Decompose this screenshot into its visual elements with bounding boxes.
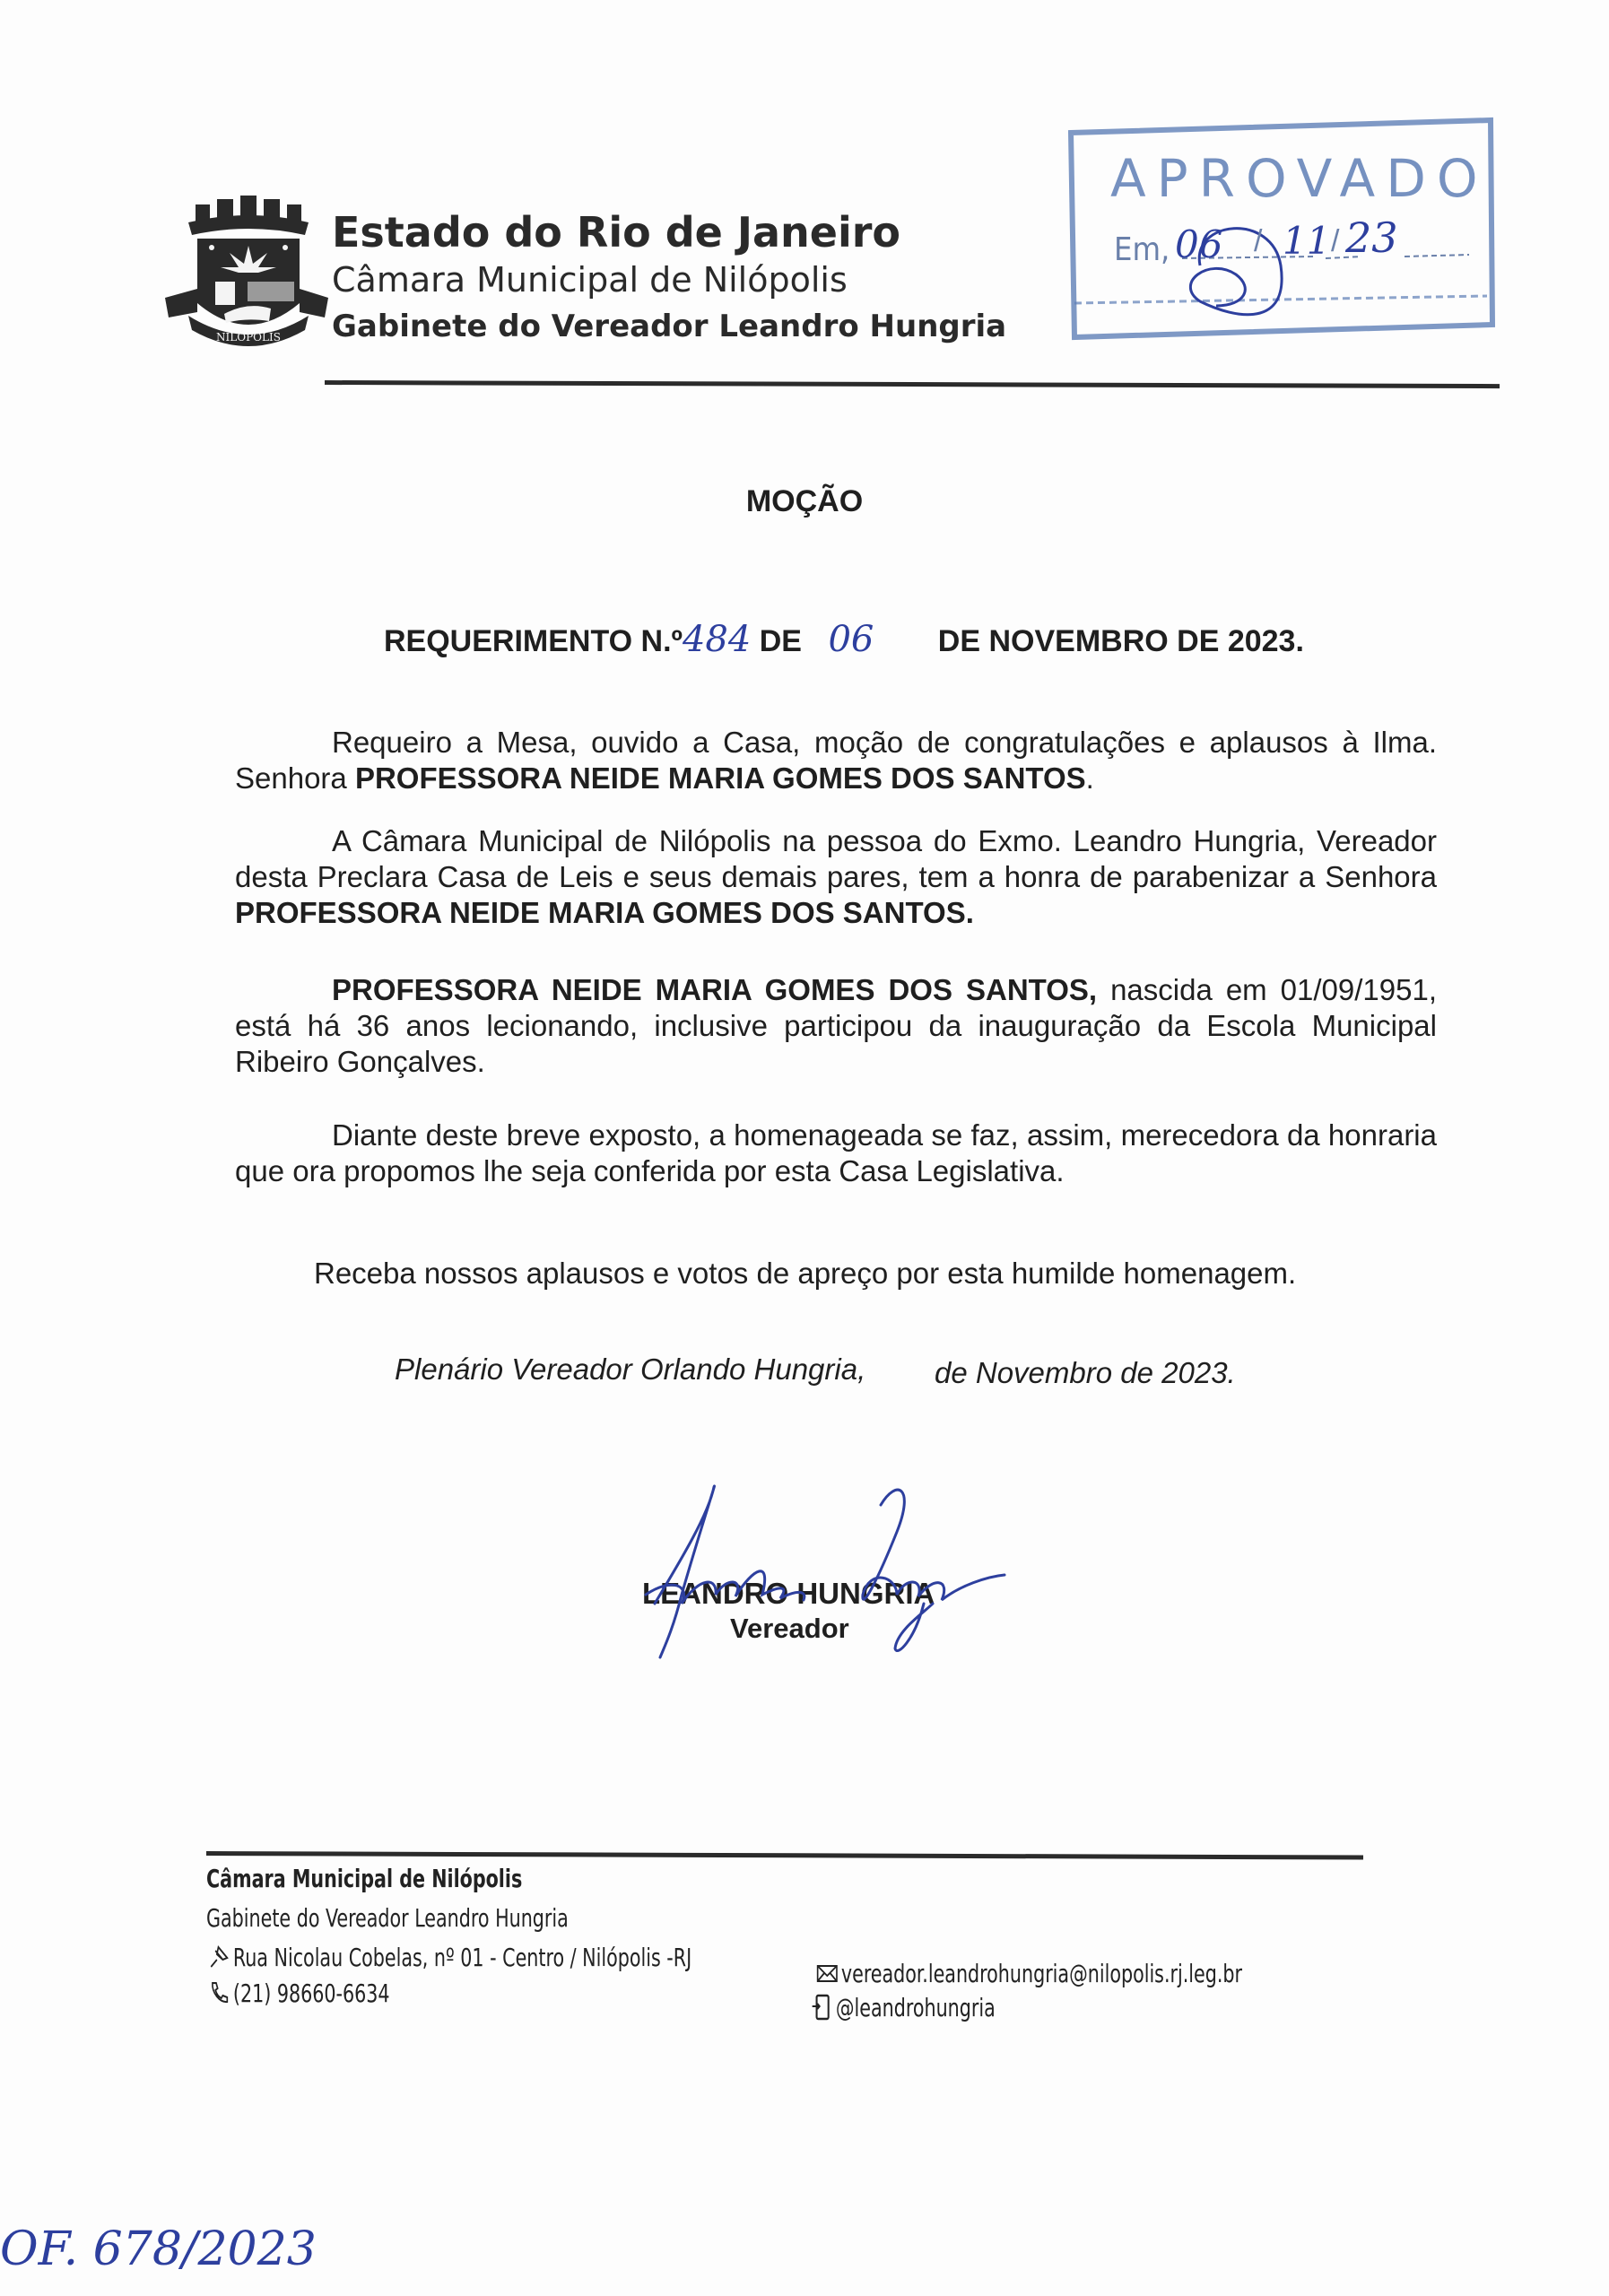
svg-text:NILÓPOLIS: NILÓPOLIS (216, 331, 281, 344)
paragraph-text: Requeiro a Mesa, ouvido a Casa, moção de congratulações e aplausos à Ilma. Senhora (235, 726, 1437, 795)
pin-icon (208, 1944, 230, 1970)
paragraph-request (235, 725, 1437, 796)
header-state: Estado do Rio de Janeiro (332, 208, 901, 257)
header-chamber: Câmara Municipal de Nilópolis (332, 260, 848, 300)
mobile-icon (811, 1994, 833, 2021)
office-number-annotation: OF. 678/2023 (0, 2222, 317, 2276)
paragraph-text: A Câmara Municipal de Nilópolis na pessoa do Exmo. Leandro Hungria, Vereador desta Preclara Casa de Leis e seus demais pares, tem a honra de parabenizar a Senhora (235, 824, 1437, 893)
mail-icon (816, 1960, 839, 1987)
header-office: Gabinete do Vereador Leandro Hungria (332, 309, 1007, 344)
header-divider (325, 380, 1500, 388)
footer-divider (206, 1851, 1363, 1860)
phone-text: (21) 98660-6634 (232, 1979, 390, 2008)
footer-social (811, 1993, 996, 2022)
stamp-separator: / (1331, 224, 1340, 258)
honoree-name: PROFESSORA NEIDE MARIA GOMES DOS SANTOS (354, 761, 1086, 795)
stamp-date-prefix: Em, (1114, 231, 1170, 268)
request-prefix: REQUERIMENTO N.º (384, 624, 683, 658)
paragraph-biography (235, 972, 1437, 1080)
paragraph-text: Diante deste breve exposto, a homenageada se faz, assim, merecedora da honraria que ora propomos lhe seja conferida por esta Casa Legislativa. (235, 1118, 1437, 1187)
footer-phone (208, 1979, 390, 2008)
paragraph-end: . (1085, 761, 1094, 795)
paragraph-end: . (965, 896, 974, 929)
signer-name: LEANDRO HUNGRIA (642, 1577, 935, 1610)
paragraph-merit (235, 1118, 1437, 1189)
honoree-name: PROFESSORA NEIDE MARIA GOMES DOS SANTOS, (332, 973, 1098, 1006)
phone-icon (208, 1979, 230, 2006)
signer-role: Vereador (730, 1613, 849, 1644)
paragraph-text: nascida em 01/09/1951, está há 36 anos lecionando, inclusive participou da inauguração da Escola Municipal Ribeiro Gonçalves. (235, 973, 1437, 1078)
footer-office: Gabinete do Vereador Leandro Hungria (206, 1903, 569, 1933)
place-date: de Novembro de 2023. (935, 1356, 1236, 1389)
footer-address (208, 1943, 691, 1972)
stamp-day: 06 (1175, 222, 1223, 266)
social-handle[interactable]: @leandrohungria (835, 1993, 996, 2022)
place-line: Plenário Vereador Orlando Hungria, (395, 1352, 866, 1386)
request-day: 06 (828, 619, 874, 660)
municipal-crest (161, 196, 332, 348)
footer-email (816, 1959, 1242, 1988)
paragraph-congratulation (235, 823, 1437, 931)
stamp-approved-label: APROVADO (1110, 148, 1489, 209)
stamp-separator: / (1254, 224, 1263, 258)
stamp-month: 11 (1283, 219, 1331, 263)
request-de: DE (759, 624, 802, 658)
stamp-year: 23 (1345, 213, 1398, 262)
request-number: 484 (682, 619, 752, 660)
request-line (384, 619, 1304, 660)
request-suffix: DE NOVEMBRO DE 2023. (937, 624, 1304, 658)
paragraph-closing: Receba nossos aplausos e votos de apreço por esta humilde homenagem. (314, 1257, 1297, 1290)
handwritten-signature (628, 1478, 1013, 1666)
honoree-name: PROFESSORA NEIDE MARIA GOMES DOS SANTOS (235, 896, 966, 929)
email-text[interactable]: vereador.leandrohungria@nilopolis.rj.leg.br (840, 1959, 1243, 1988)
address-text: Rua Nicolau Cobelas, nº 01 - Centro / Nilópolis -RJ (232, 1943, 692, 1972)
document-title: MOÇÃO (745, 484, 864, 518)
footer-chamber: Câmara Municipal de Nilópolis (206, 1864, 523, 1893)
